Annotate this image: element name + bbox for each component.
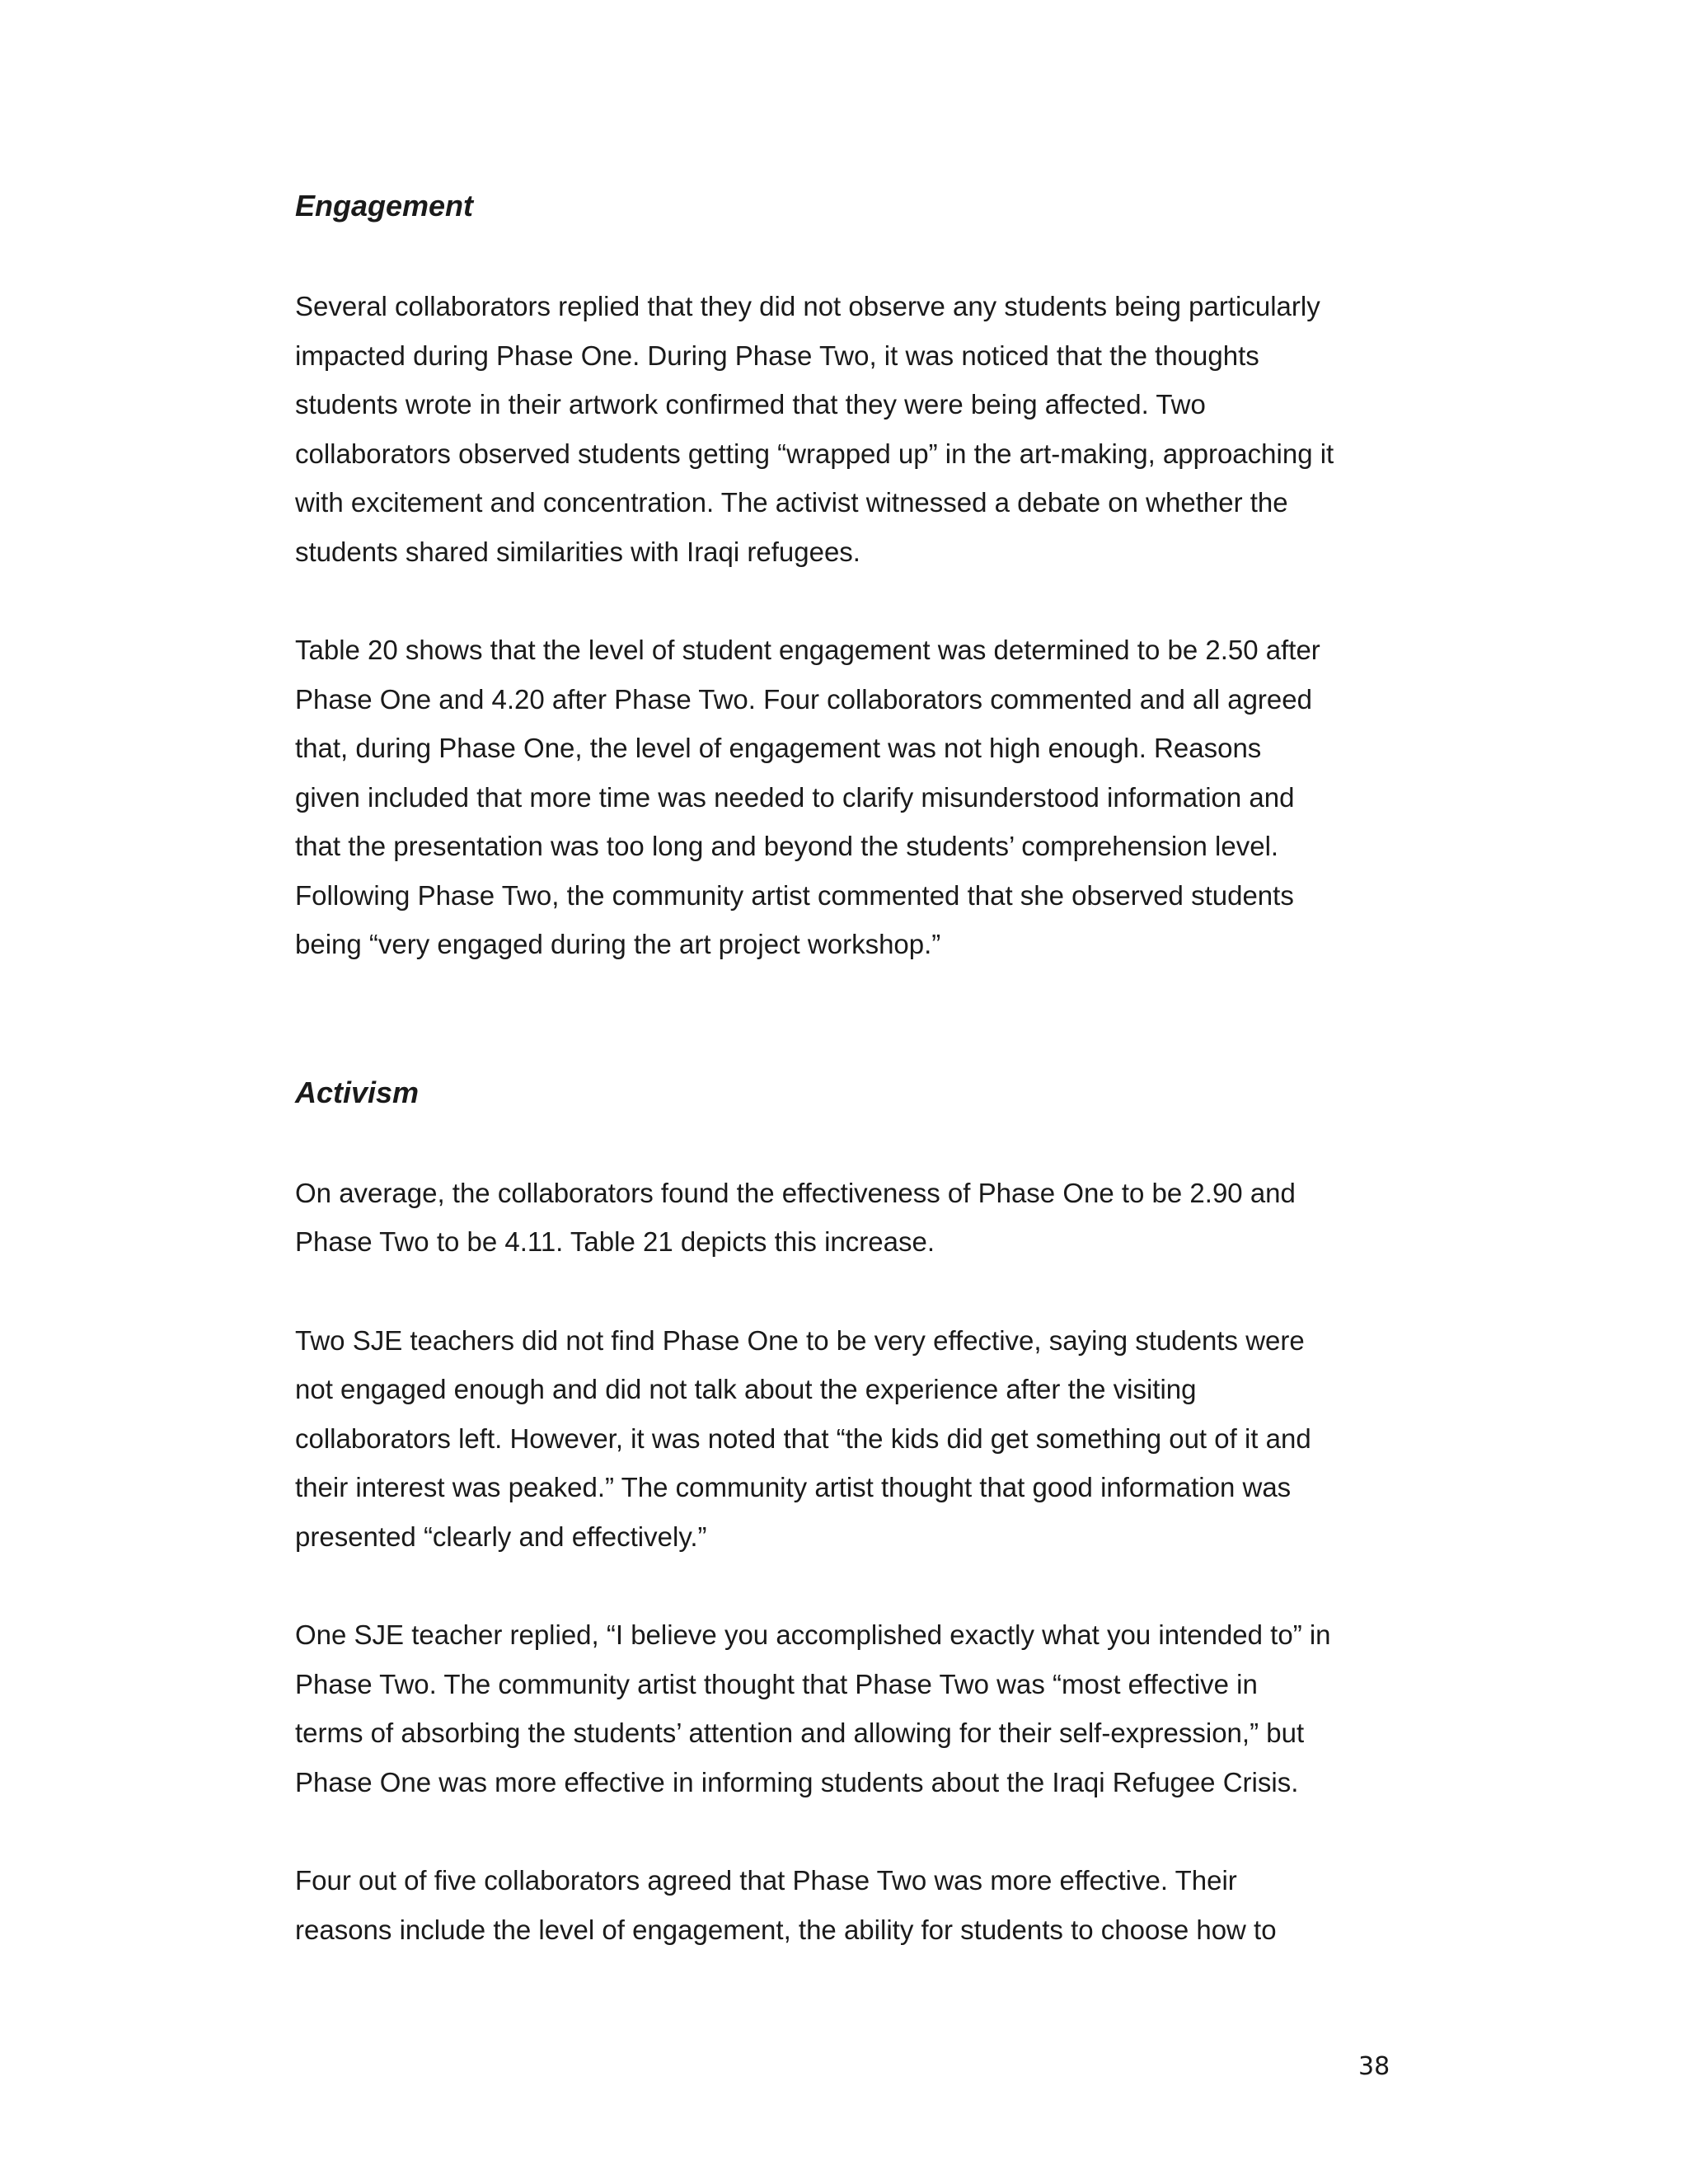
text-line: students shared similarities with Iraqi refugees. bbox=[295, 536, 860, 567]
section-heading-engagement: Engagement bbox=[295, 189, 474, 223]
text-line: reasons include the level of engagement, the ability for students to choose how to bbox=[295, 1914, 1277, 1945]
text-line: presented “clearly and effectively.” bbox=[295, 1521, 707, 1552]
text-line: their interest was peaked.” The community artist thought that good information was bbox=[295, 1472, 1292, 1502]
section-heading-activism: Activism bbox=[295, 1075, 420, 1109]
text-line: Phase One was more effective in informing students about the Iraqi Refugee Crisis. bbox=[295, 1766, 1299, 1797]
text-line: collaborators observed students getting “wrapped up” in the art-making, approaching it bbox=[295, 438, 1334, 469]
paragraph-engagement-observations bbox=[295, 282, 1391, 576]
text-line: that, during Phase One, the level of engagement was not high enough. Reasons bbox=[295, 733, 1262, 763]
text-line: Phase One and 4.20 after Phase Two. Four collaborators commented and all agreed bbox=[295, 683, 1312, 715]
text-line: Phase Two to be 4.11. Table 21 depicts this increase. bbox=[295, 1226, 935, 1257]
text-line: being “very engaged during the art project workshop.” bbox=[295, 929, 941, 959]
paragraph-activism-average bbox=[295, 1169, 1391, 1267]
text-line: with excitement and concentration. The activist witnessed a debate on whether the bbox=[295, 487, 1288, 518]
text-line: Phase Two. The community artist thought that Phase Two was “most effective in bbox=[295, 1668, 1258, 1699]
text-line: that the presentation was too long and beyond the students’ comprehension level. bbox=[295, 831, 1279, 861]
page-number: 38 bbox=[1358, 2052, 1390, 2081]
text-line: On average, the collaborators found the effectiveness of Phase One to be 2.90 and bbox=[295, 1177, 1296, 1208]
text-line: Several collaborators replied that they did not observe any students being particularly bbox=[295, 291, 1320, 321]
text-line: terms of absorbing the students’ attention and allowing for their self-expression,” but bbox=[295, 1718, 1305, 1748]
paragraph-activism-conclusion bbox=[295, 1856, 1391, 1954]
text-line: given included that more time was needed to clarify misunderstood information and bbox=[295, 781, 1295, 813]
text-line: Following Phase Two, the community artist commented that she observed students bbox=[295, 879, 1294, 911]
text-line: not engaged enough and did not talk about the experience after the visiting bbox=[295, 1374, 1197, 1404]
text-line: impacted during Phase One. During Phase Two, it was noticed that the thoughts bbox=[295, 340, 1259, 371]
text-line: Four out of five collaborators agreed that Phase Two was more effective. Their bbox=[295, 1865, 1237, 1896]
paragraph-engagement-table-20 bbox=[295, 626, 1391, 969]
text-line: Two SJE teachers did not find Phase One to be very effective, saying students were bbox=[295, 1324, 1305, 1356]
page-content bbox=[295, 181, 1391, 1954]
paragraph-activism-sje-teachers bbox=[295, 1316, 1391, 1562]
text-line: Table 20 shows that the level of student engagement was determined to be 2.50 after bbox=[295, 635, 1320, 665]
text-line: collaborators left. However, it was noted that “the kids did get something out of it and bbox=[295, 1422, 1311, 1454]
text-line: students wrote in their artwork confirmed that they were being affected. Two bbox=[295, 389, 1206, 419]
text-line: One SJE teacher replied, “I believe you accomplished exactly what you intended to” in bbox=[295, 1619, 1331, 1650]
paragraph-activism-phase-two bbox=[295, 1610, 1391, 1807]
